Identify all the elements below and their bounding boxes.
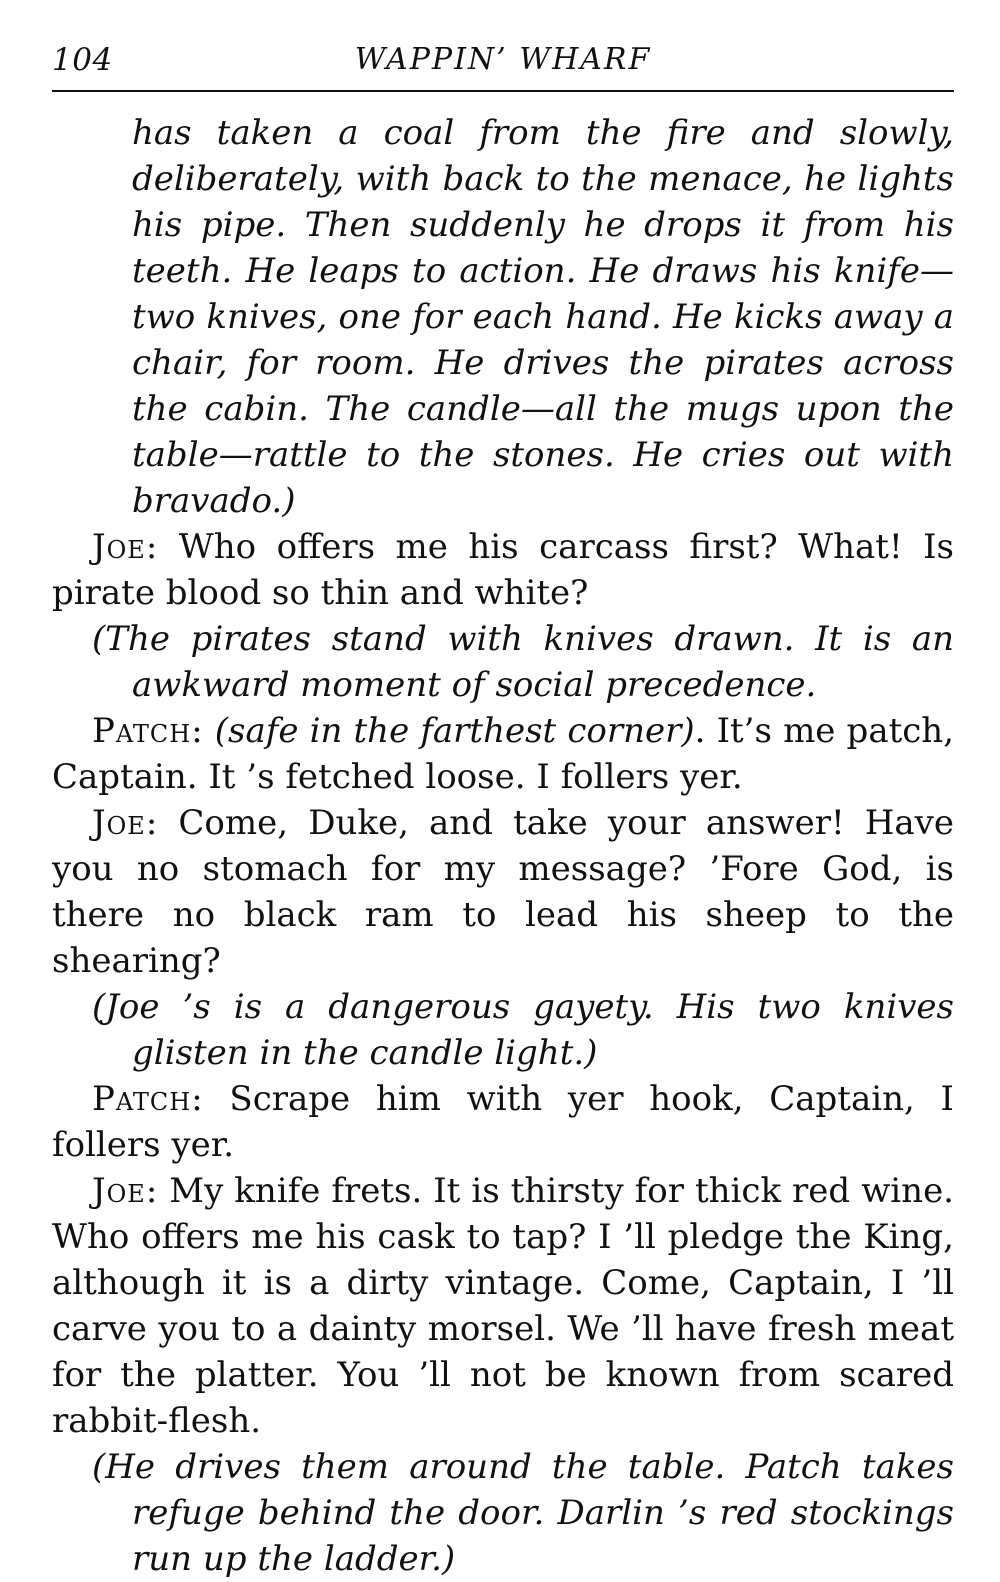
dialogue-text: My knife frets. It is thirsty for thick red wine. Who offers me his cask to tap? I ’ll pledge the King, although it is a dirty vintage. Come, Captain, I ’ll carve you to a dainty morsel. We ’ll have fresh meat for the platter. You ’ll not be known from scared rabbit-flesh. bbox=[52, 1171, 954, 1441]
dialogue-line bbox=[52, 1076, 954, 1168]
speaker-name: Patch: bbox=[92, 711, 204, 751]
dialogue-text: Come, Duke, and take your answer! Have you no stomach for my message? ’Fore God, is there no black ram to lead his sheep to the shearing? bbox=[52, 803, 954, 981]
speaker-name: Joe: bbox=[92, 803, 159, 843]
dialogue-line bbox=[52, 524, 954, 616]
stage-direction: (He drives them around the table. Patch takes refuge behind the door. Darlin ’s red stockings run up the ladder.) bbox=[92, 1447, 954, 1579]
stage-direction: (Joe ’s is a dangerous gayety. His two knives glisten in the candle light.) bbox=[92, 987, 954, 1073]
speaker-name: Joe: bbox=[92, 527, 159, 567]
book-page bbox=[52, 38, 954, 1582]
dialogue-line bbox=[52, 708, 954, 800]
speaker-name: Patch: bbox=[92, 1079, 204, 1119]
dialogue-line bbox=[52, 800, 954, 984]
dialogue-line bbox=[52, 1168, 954, 1444]
stage-direction: has taken a coal from the fire and slowly, deliberately, with back to the menace, he lights his pipe. Then suddenly he drops it from his teeth. He leaps to action. He draws his knife—two knives, one for each hand. He kicks away a chair, for room. He drives the pirates across the cabin. The candle—all the mugs upon the table—rattle to the stones. He cries out with bravado.) bbox=[132, 113, 954, 521]
page-header bbox=[52, 38, 954, 92]
dialogue-text: Who offers me his carcass first? What! Is pirate blood so thin and white? bbox=[52, 527, 954, 613]
page-body bbox=[52, 110, 954, 1582]
aside-direction: (safe in the farthest corner) bbox=[214, 711, 695, 751]
stage-direction: (The pirates stand with knives drawn. It is an awkward moment of social precedence. bbox=[92, 619, 954, 705]
speaker-name: Joe: bbox=[92, 1171, 159, 1211]
dialogue-text: . It’s me patch, Captain. It ’s fetched loose. I follers yer. bbox=[52, 711, 955, 797]
page-number: 104 bbox=[52, 42, 113, 78]
dialogue-text: Scrape him with yer hook, Captain, I follers yer. bbox=[52, 1079, 954, 1165]
running-head: WAPPIN’ WHARF bbox=[354, 42, 652, 77]
